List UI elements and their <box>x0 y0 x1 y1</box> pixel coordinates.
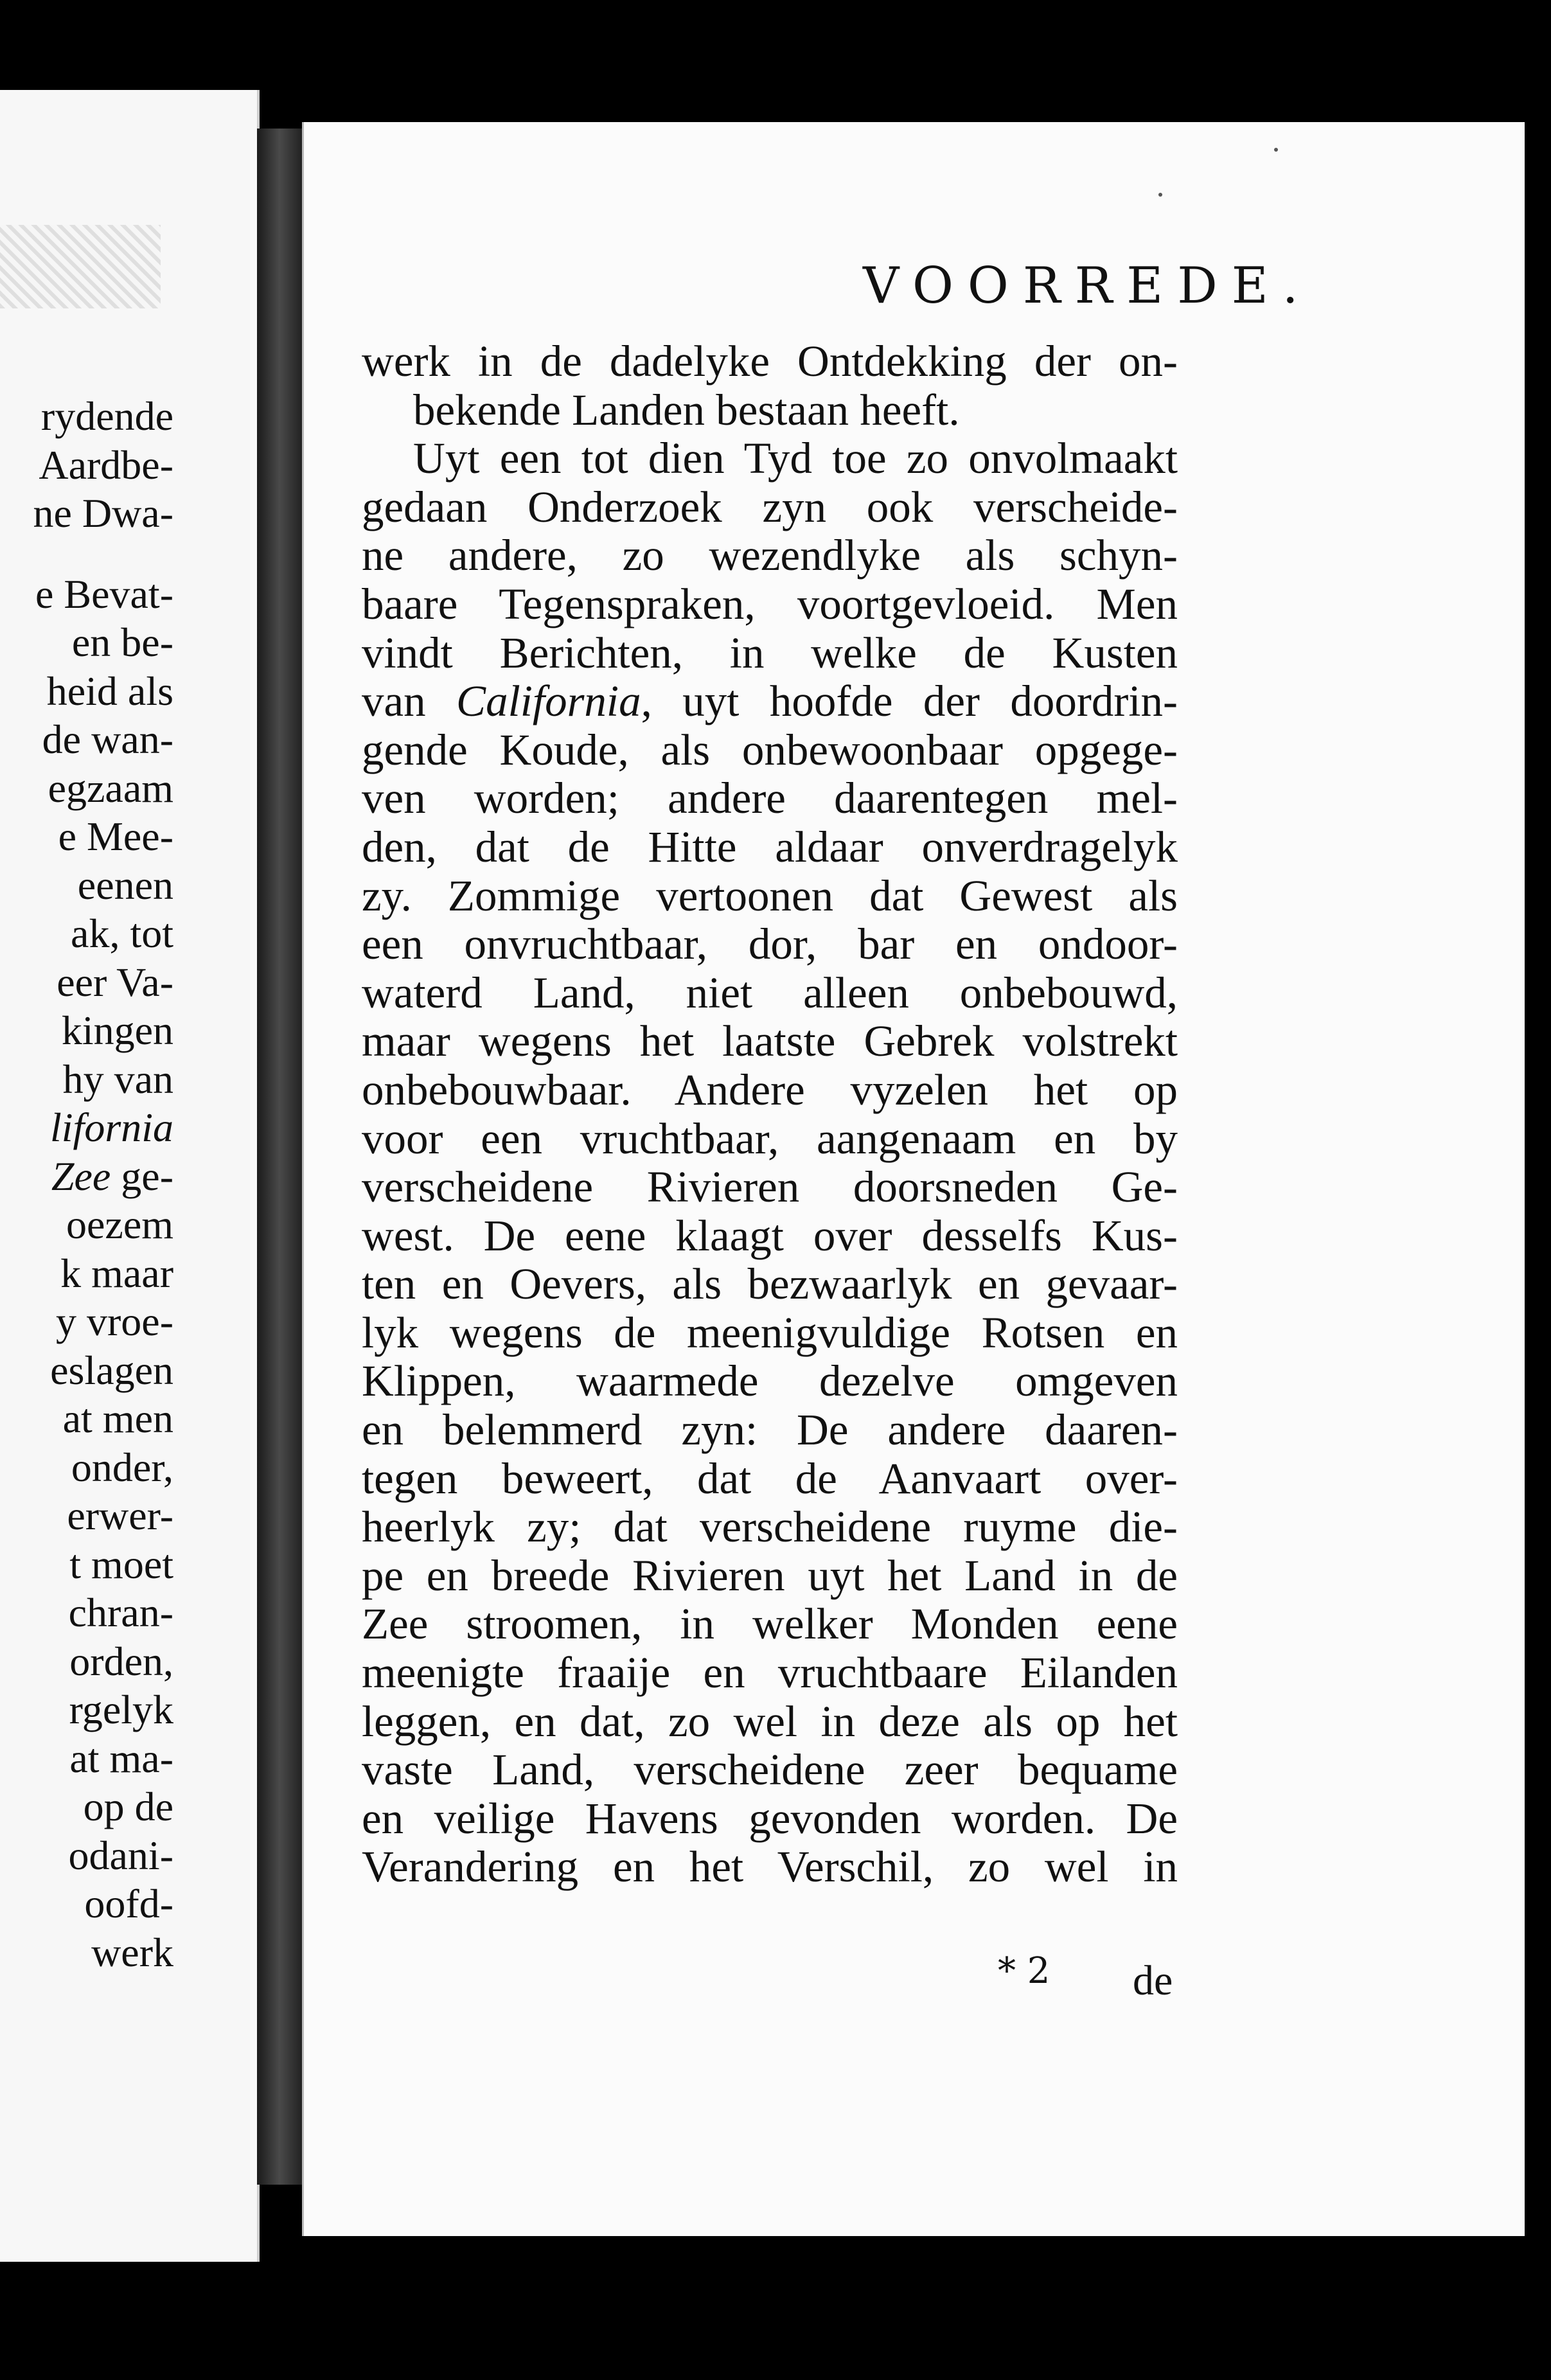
previous-page-line: eenen <box>77 862 173 908</box>
text-line: Verandering en het Verschil, zo wel in <box>362 1842 1178 1892</box>
text-segment: , uyt hoofde der doordrin- <box>641 677 1178 726</box>
previous-page-line: chran- <box>68 1590 173 1635</box>
text-line: Uyt een tot dien Tyd toe zo onvolmaakt <box>413 434 1178 483</box>
previous-page-line: oezem <box>66 1202 173 1247</box>
text-line: bekende Landen bestaan heeft. <box>413 385 960 434</box>
text-line: meenigte fraaije en vruchtbaare Eilanden <box>362 1648 1178 1698</box>
previous-page-line: e Bevat- <box>35 571 173 617</box>
paper-speck <box>1158 193 1162 197</box>
text-line: lyk wegens de meenigvuldige Rotsen en <box>362 1308 1178 1357</box>
signature-mark: * 2 <box>998 1950 1050 1992</box>
text-line: Zee stroomen, in welker Monden eene <box>362 1599 1178 1649</box>
page-ornament <box>0 225 161 308</box>
text-line: den, dat de Hitte aldaar onverdragelyk <box>362 822 1178 871</box>
previous-page <box>0 90 260 2262</box>
text-line: ten en Oevers, als bezwaarlyk en gevaar- <box>362 1259 1178 1309</box>
previous-page-text <box>33 392 173 1976</box>
previous-page-line: oofd- <box>84 1881 173 1926</box>
text-line: zy. Zommige vertoonen dat Gewest als <box>362 871 1178 920</box>
text-segment: van <box>362 677 457 726</box>
text-line: pe en breede Rivieren uyt het Land in de <box>362 1550 1178 1600</box>
text-line: gende Koude, als onbewoonbaar opgege- <box>362 725 1178 774</box>
previous-page-line: lifornia <box>49 1105 173 1150</box>
previous-page-line: y vroe- <box>55 1299 173 1344</box>
text-line: leggen, en dat, zo wel in deze als op het <box>362 1696 1178 1746</box>
previous-page-line: t moet <box>69 1541 173 1587</box>
text-line: baare Tegenspraken, voortgevloeid. Men <box>362 579 1178 628</box>
text-line: gedaan Onderzoek zyn ook verscheide- <box>362 482 1178 531</box>
paper-speck <box>1274 148 1278 152</box>
previous-page-line: egzaam <box>48 765 173 811</box>
previous-page-line <box>33 538 173 570</box>
previous-page-line: heid als <box>46 668 173 714</box>
text-line: voor een vruchtbaar, aangenaam en by <box>362 1114 1178 1163</box>
previous-page-line: rydende <box>40 393 173 439</box>
text-line: ne andere, zo wezendlyke als schyn- <box>362 531 1178 580</box>
previous-page-line: eer Va- <box>57 959 173 1005</box>
previous-page-line: Zee ge- <box>51 1153 173 1199</box>
text-line: vindt Berichten, in welke de Kusten <box>362 628 1178 677</box>
previous-page-line: ne Dwa- <box>33 490 173 536</box>
previous-page-line: op de <box>83 1784 173 1829</box>
previous-page-line: hy van <box>62 1056 173 1102</box>
previous-page-line: k maar <box>60 1250 173 1296</box>
italic-word: California <box>456 677 641 726</box>
previous-page-line: de wan- <box>42 716 173 762</box>
previous-page-line: orden, <box>69 1638 173 1684</box>
text-line: een onvruchtbaar, dor, bar en ondoor- <box>362 919 1178 969</box>
previous-page-line: odani- <box>68 1832 173 1878</box>
catchword: de <box>1133 1957 1173 2004</box>
previous-page-line: ak, tot <box>71 910 173 956</box>
previous-page-line: en be- <box>71 619 173 665</box>
text-line <box>362 677 1178 726</box>
current-page <box>302 122 1525 2236</box>
text-line: heerlyk zy; dat verscheidene ruyme die- <box>362 1502 1178 1552</box>
previous-page-line: werk <box>91 1929 173 1975</box>
text-line: werk in de dadelyke Ontdekking der on- <box>362 337 1178 386</box>
previous-page-line: erwer- <box>67 1493 173 1538</box>
text-line: en belemmerd zyn: De andere daaren- <box>362 1405 1178 1455</box>
text-line: verscheidene Rivieren doorsneden Ge- <box>362 1162 1178 1212</box>
previous-page-line: Aardbe- <box>39 441 173 488</box>
previous-page-line: onder, <box>71 1444 173 1490</box>
text-line: vaste Land, verscheidene zeer bequame <box>362 1745 1178 1795</box>
text-line: waterd Land, niet alleen onbebouwd, <box>362 968 1178 1017</box>
book-gutter <box>257 129 302 2185</box>
text-line: en veilige Havens gevonden worden. De <box>362 1793 1178 1843</box>
text-line: west. De eene klaagt over desselfs Kus- <box>362 1211 1178 1260</box>
text-line: tegen beweert, dat de Aanvaart over- <box>362 1453 1178 1503</box>
previous-page-line: at men <box>62 1396 173 1441</box>
text-line: onbebouwbaar. Andere vyzelen het op <box>362 1065 1178 1114</box>
body-text <box>362 337 1178 1892</box>
previous-page-line: eslagen <box>50 1347 173 1393</box>
previous-page-line: e Mee- <box>58 813 173 859</box>
text-line: maar wegens het laatste Gebrek volstrekt <box>362 1017 1178 1066</box>
text-line: ven worden; andere daarentegen mel- <box>362 774 1178 823</box>
text-line: Klippen, waarmede dezelve omgeven <box>362 1356 1178 1406</box>
previous-page-line: rgelyk <box>69 1687 173 1732</box>
italic-word: Zee <box>51 1153 111 1199</box>
previous-page-line: kingen <box>61 1008 173 1053</box>
previous-page-line: at ma- <box>69 1735 173 1781</box>
running-head: VOORREDE. <box>863 257 1313 315</box>
